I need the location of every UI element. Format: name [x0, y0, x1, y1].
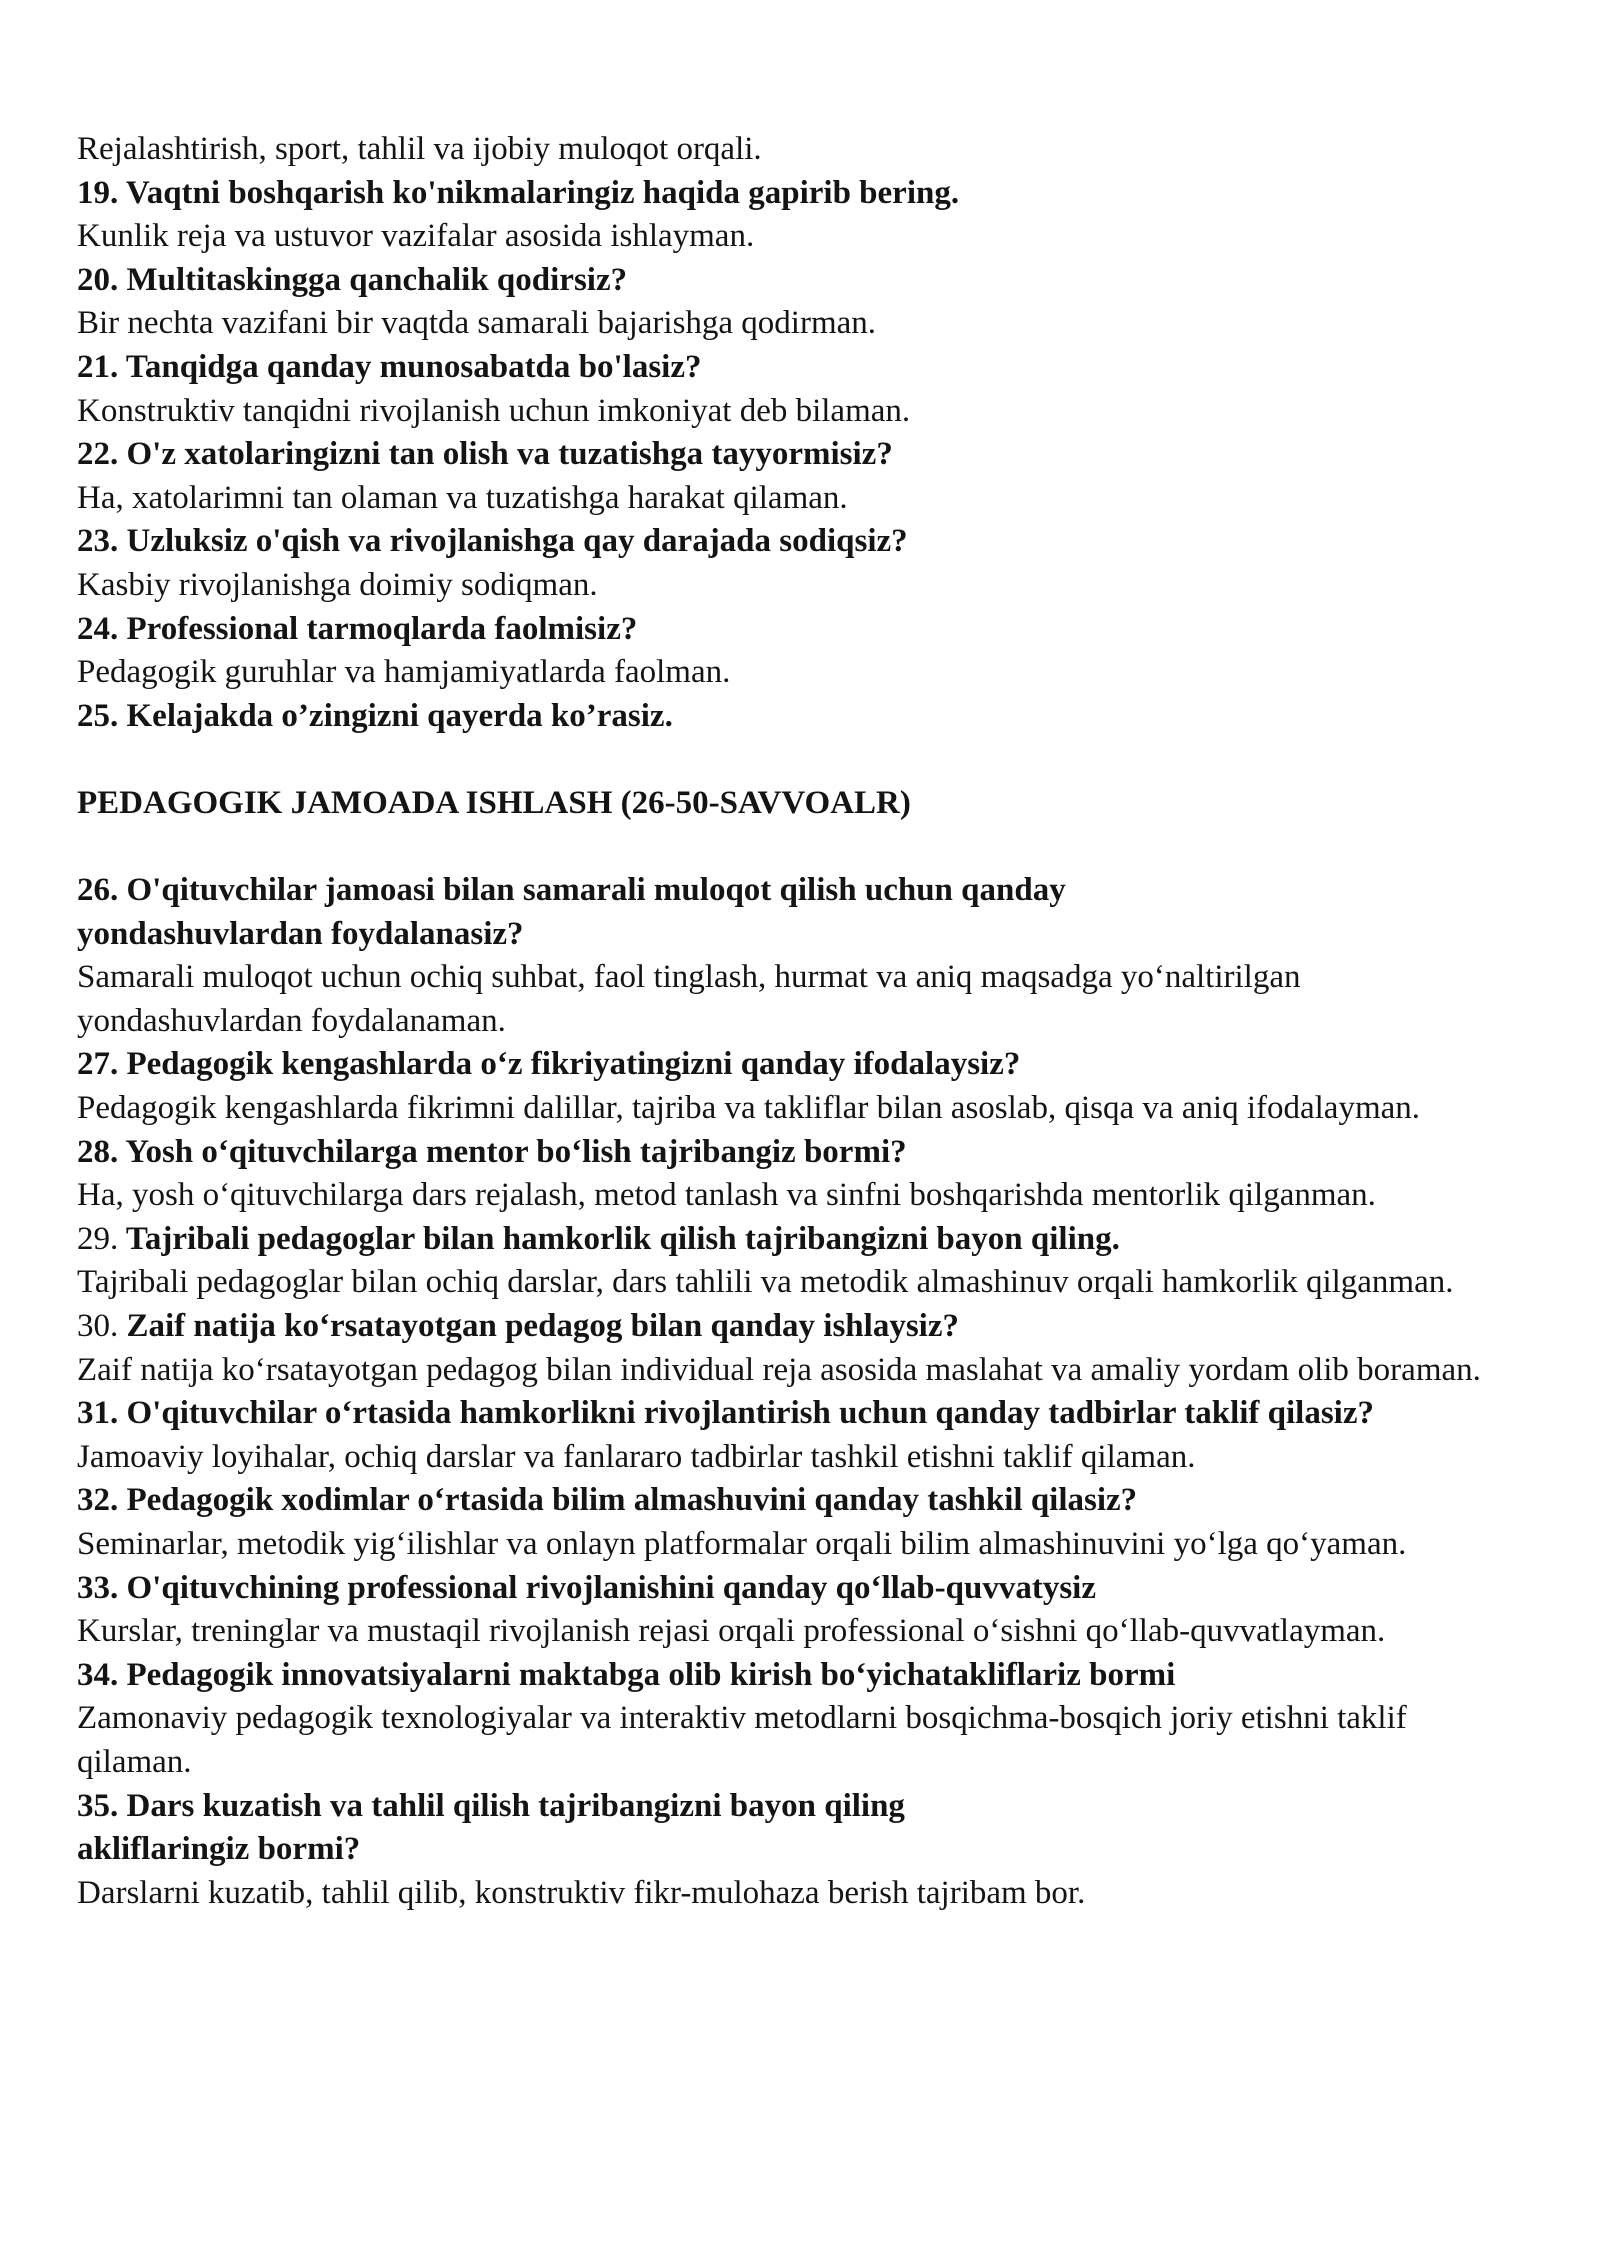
spacer [77, 738, 1512, 782]
answer-23: Kasbiy rivojlanishga doimiy sodiqman. [77, 566, 598, 603]
question-22: 22. O'z xatolaringizni tan olish va tuzatishga tayyormisiz? [77, 436, 893, 473]
question-19: 19. Vaqtni boshqarish ko'nikmalaringiz haqida gapirib bering. [77, 174, 960, 211]
question-20: 20. Multitaskingga qanchalik qodirsiz? [77, 261, 628, 298]
answer-28: Ha, yosh o‘qituvchilarga dars rejalash, metod tanlash va sinfni boshqarishda mentorlik qilganman. [77, 1177, 1376, 1214]
answer-26: Samarali muloqot uchun ochiq suhbat, faol tinglash, hurmat va aniq maqsadga yo‘naltirilgan yondashuvlardan foydalanaman. [77, 959, 1301, 1039]
answer-30: Zaif natija ko‘rsatayotgan pedagog bilan individual reja asosida maslahat va amaliy yordam olib boraman. [77, 1351, 1481, 1388]
question-30-text: Zaif natija ko‘rsatayotgan pedagog bilan qanday ishlaysiz? [126, 1308, 959, 1345]
question-30 [77, 1305, 1512, 1349]
question-29 [77, 1218, 1512, 1262]
answer-29: Tajribali pedagoglar bilan ochiq darslar, dars tahlili va metodik almashinuv orqali hamkorlik qilganman. [77, 1264, 1454, 1301]
question-34: 34. Pedagogik innovatsiyalarni maktabga olib kirish bo‘yichatakliflariz bormi [77, 1656, 1176, 1693]
answer-24: Pedagogik guruhlar va hamjamiyatlarda faolman. [77, 654, 731, 691]
question-33: 33. O'qituvchining professional rivojlanishini qanday qo‘llab-quvvatysiz [77, 1569, 1096, 1606]
answer-32: Seminarlar, metodik yig‘ilishlar va onlayn platformalar orqali bilim almashinuvini yo‘lga qo‘yaman. [77, 1526, 1407, 1562]
question-23: 23. Uzluksiz o'qish va rivojlanishga qay darajada sodiqsiz? [77, 523, 908, 560]
question-29-text: Tajribali pedagoglar bilan hamkorlik qilish tajribangizni bayon qiling. [125, 1220, 1120, 1257]
answer-27: Pedagogik kengashlarda fikrimni dalillar, tajriba va takliflar bilan asoslab, qisqa va aniq ifodalayman. [77, 1090, 1421, 1127]
section-heading: PEDAGOGIK JAMOADA ISHLASH (26-50-SAVVOALR) [77, 784, 911, 821]
question-29-number: 29. [77, 1220, 119, 1257]
question-35-line1: 35. Dars kuzatish va tahlil qilish tajribangizni bayon qiling [77, 1787, 905, 1824]
question-26-line2: yondashuvlardan foydalanasiz? [77, 915, 524, 952]
answer-22: Ha, xatolarimni tan olaman va tuzatishga harakat qilaman. [77, 479, 848, 516]
spacer [77, 826, 1512, 870]
answer-35: Darslarni kuzatib, tahlil qilib, konstruktiv fikr-mulohaza berish tajribam bor. [77, 1874, 1086, 1911]
question-26-line1: 26. O'qituvchilar jamoasi bilan samarali muloqot qilish uchun qanday [77, 872, 1066, 909]
answer-31: Jamoaviy loyihalar, ochiq darslar va fanlararo tadbirlar tashkil etishni taklif qilaman. [77, 1438, 1196, 1475]
answer-19: Kunlik reja va ustuvor vazifalar asosida ishlayman. [77, 218, 755, 255]
answer-34: Zamonaviy pedagogik texnologiyalar va interaktiv metodlarni bosqichma-bosqich joriy etishni taklif qilaman. [77, 1700, 1407, 1780]
question-24: 24. Professional tarmoqlarda faolmisiz? [77, 610, 638, 647]
question-21: 21. Tanqidga qanday munosabatda bo'lasiz? [77, 348, 702, 385]
question-32: 32. Pedagogik xodimlar o‘rtasida bilim almashuvini qanday tashkil qilasiz? [77, 1482, 1138, 1519]
question-28: 28. Yosh o‘qituvchilarga mentor bo‘lish tajribangiz bormi? [77, 1133, 907, 1170]
question-25: 25. Kelajakda o’zingizni qayerda ko’rasiz. [77, 697, 673, 734]
answer-20: Bir nechta vazifani bir vaqtda samarali bajarishga qodirman. [77, 305, 877, 342]
answer-33: Kurslar, treninglar va mustaqil rivojlanish rejasi orqali professional o‘sishni qo‘llab-quvvatlayman. [77, 1613, 1386, 1650]
question-31: 31. O'qituvchilar o‘rtasida hamkorlikni rivojlantirish uchun qanday tadbirlar taklif qilasiz? [77, 1395, 1374, 1432]
answer-21: Konstruktiv tanqidni rivojlanish uchun imkoniyat deb bilaman. [77, 392, 911, 429]
question-35-line2: akliflaringiz bormi? [77, 1831, 361, 1868]
question-27: 27. Pedagogik kengashlarda o‘z fikriyatingizni qanday ifodalaysiz? [77, 1046, 1021, 1083]
question-30-number: 30. [77, 1308, 119, 1345]
answer-18: Rejalashtirish, sport, tahlil va ijobiy muloqot orqali. [77, 131, 762, 167]
